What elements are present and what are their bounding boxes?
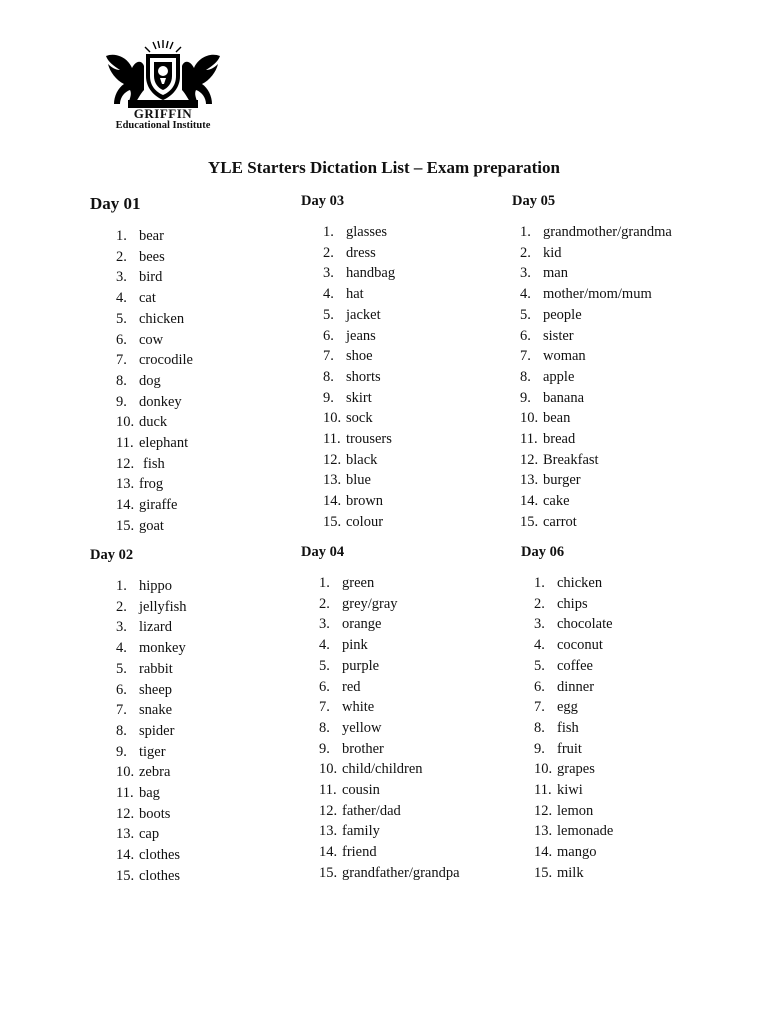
- item-word: snake: [139, 702, 173, 719]
- day-05-section: [512, 193, 742, 533]
- item-number: 1.: [323, 224, 334, 240]
- item-word: kiwi: [557, 782, 583, 798]
- item-word: apple: [543, 368, 575, 385]
- item-number: 11.: [319, 782, 337, 798]
- item-number: 6.: [520, 327, 531, 344]
- item-word: frog: [139, 476, 164, 493]
- griffin-crest-icon: [98, 38, 228, 108]
- item-number: 15.: [116, 867, 135, 884]
- item-number: 14.: [534, 844, 553, 861]
- item-word: dress: [346, 244, 376, 261]
- item-word: black: [346, 451, 378, 468]
- item-number: 4.: [520, 286, 531, 303]
- item-number: 2.: [319, 595, 330, 612]
- item-number: 10.: [534, 761, 553, 778]
- item-number: 10.: [323, 410, 342, 427]
- item-number: 15.: [520, 513, 539, 530]
- item-word: green: [342, 575, 375, 591]
- item-number: 1.: [534, 575, 545, 591]
- item-number: 13.: [520, 472, 539, 489]
- item-word: duck: [139, 414, 168, 431]
- item-word: skirt: [346, 389, 372, 406]
- logo: [98, 38, 228, 134]
- day-heading: Day 06: [521, 544, 565, 560]
- item-word: rabbit: [139, 660, 173, 677]
- logo-brand: GRIFFIN: [133, 106, 193, 121]
- item-number: 1.: [319, 575, 330, 591]
- item-number: 15.: [323, 513, 342, 530]
- item-number: 1.: [116, 228, 127, 244]
- item-number: 1.: [116, 578, 127, 594]
- item-number: 13.: [319, 823, 338, 840]
- item-word: jellyfish: [139, 598, 187, 615]
- item-word: cow: [139, 331, 164, 348]
- item-number: 11.: [534, 782, 552, 798]
- item-number: 13.: [534, 823, 553, 840]
- item-word: zebra: [139, 764, 171, 781]
- item-number: 4.: [323, 286, 334, 303]
- item-number: 6.: [116, 681, 127, 698]
- item-word: cat: [139, 290, 156, 307]
- item-number: 5.: [319, 657, 330, 674]
- item-word: grapes: [557, 761, 595, 778]
- item-word: colour: [346, 513, 384, 530]
- day-heading: Day 04: [301, 544, 345, 560]
- item-word: monkey: [139, 640, 186, 657]
- day-heading: Day 01: [90, 194, 141, 213]
- item-word: goat: [139, 517, 164, 534]
- item-word: bread: [543, 431, 576, 447]
- item-word: sock: [346, 410, 373, 427]
- item-word: man: [543, 265, 568, 282]
- item-word: sheep: [139, 681, 173, 698]
- item-number: 8.: [323, 368, 334, 385]
- day-01-section: [90, 194, 290, 534]
- item-word: shorts: [346, 368, 381, 385]
- item-word: dog: [139, 372, 161, 389]
- item-number: 9.: [116, 393, 127, 410]
- item-number: 3.: [534, 616, 545, 633]
- day-heading: Day 05: [512, 193, 556, 209]
- item-word: jeans: [346, 327, 376, 344]
- item-number: 2.: [116, 598, 127, 615]
- item-number: 4.: [534, 637, 545, 654]
- item-word: grandmother/grandma: [543, 224, 672, 240]
- item-number: 15.: [534, 864, 553, 881]
- item-number: 3.: [116, 619, 127, 636]
- item-word: red: [342, 678, 361, 695]
- item-number: 15.: [319, 864, 338, 881]
- day-02-section: [90, 547, 290, 887]
- item-number: 8.: [116, 722, 127, 739]
- item-number: 3.: [116, 269, 127, 286]
- item-number: 1.: [520, 224, 531, 240]
- item-number: 12.: [116, 805, 135, 822]
- item-word: boots: [139, 805, 171, 822]
- item-word: bear: [139, 228, 164, 244]
- item-word: grey/gray: [342, 595, 398, 612]
- item-word: crocodile: [139, 352, 193, 369]
- item-word: chocolate: [557, 616, 613, 633]
- item-number: 10.: [116, 764, 135, 781]
- item-number: 5.: [116, 310, 127, 327]
- item-word: lizard: [139, 619, 173, 636]
- item-number: 6.: [323, 327, 334, 344]
- item-number: 13.: [116, 826, 135, 843]
- item-word: trousers: [346, 431, 392, 447]
- item-word: people: [543, 306, 582, 323]
- item-number: 13.: [323, 472, 342, 489]
- day-06-section: [521, 544, 741, 884]
- item-number: 4.: [116, 640, 127, 657]
- item-word: friend: [342, 844, 377, 861]
- item-word: banana: [543, 389, 585, 406]
- item-word: donkey: [139, 393, 182, 410]
- item-word: bean: [543, 410, 571, 427]
- item-word: milk: [557, 864, 584, 881]
- item-word: coconut: [557, 637, 603, 654]
- item-word: brown: [346, 493, 384, 510]
- item-number: 3.: [520, 265, 531, 282]
- item-word: grandfather/grandpa: [342, 864, 460, 881]
- item-number: 11.: [116, 785, 134, 801]
- item-number: 3.: [319, 616, 330, 633]
- item-number: 2.: [534, 595, 545, 612]
- item-number: 7.: [520, 348, 531, 365]
- item-word: Breakfast: [543, 451, 599, 468]
- item-word: spider: [139, 722, 175, 739]
- item-word: carrot: [543, 513, 577, 530]
- item-number: 2.: [116, 248, 127, 265]
- item-word: dinner: [557, 678, 595, 695]
- item-number: 4.: [319, 637, 330, 654]
- item-word: white: [342, 699, 375, 716]
- day-04-section: [301, 544, 501, 884]
- item-number: 14.: [116, 847, 135, 864]
- item-word: purple: [342, 657, 380, 674]
- item-number: 5.: [520, 306, 531, 323]
- item-word: mother/mom/mum: [543, 286, 652, 303]
- item-word: bird: [139, 269, 163, 286]
- item-number: 14.: [319, 844, 338, 861]
- item-word: handbag: [346, 265, 396, 282]
- item-number: 4.: [116, 290, 127, 307]
- item-number: 9.: [534, 740, 545, 757]
- item-number: 14.: [116, 497, 135, 514]
- item-word: woman: [543, 348, 586, 365]
- item-number: 6.: [116, 331, 127, 348]
- item-number: 9.: [319, 740, 330, 757]
- item-number: 11.: [520, 431, 538, 447]
- item-word: hat: [346, 286, 364, 303]
- day-heading: Day 03: [301, 193, 345, 209]
- item-word: orange: [342, 616, 382, 633]
- item-number: 12.: [534, 802, 553, 819]
- item-word: child/children: [342, 761, 423, 778]
- item-word: chips: [557, 595, 588, 612]
- item-number: 8.: [319, 719, 330, 736]
- item-word: blue: [346, 472, 371, 489]
- item-number: 7.: [534, 699, 545, 716]
- item-word: clothes: [139, 867, 181, 884]
- item-word: cap: [139, 826, 160, 843]
- item-number: 2.: [323, 244, 334, 261]
- item-number: 12.: [116, 455, 135, 472]
- item-word: pink: [342, 637, 368, 654]
- item-number: 12.: [319, 802, 338, 819]
- item-word: fish: [557, 719, 579, 736]
- item-number: 14.: [520, 493, 539, 510]
- item-number: 11.: [116, 435, 134, 451]
- item-number: 8.: [520, 368, 531, 385]
- item-number: 9.: [323, 389, 334, 406]
- item-word: chicken: [139, 310, 185, 327]
- item-word: egg: [557, 699, 578, 716]
- day-03-section: [301, 193, 501, 533]
- item-word: cousin: [342, 782, 380, 798]
- item-number: 9.: [116, 743, 127, 760]
- item-number: 11.: [323, 431, 341, 447]
- item-number: 2.: [520, 244, 531, 261]
- item-number: 5.: [323, 306, 334, 323]
- item-word: elephant: [139, 435, 189, 451]
- item-number: 8.: [116, 372, 127, 389]
- item-word: fish: [143, 455, 165, 472]
- item-word: chicken: [557, 575, 603, 591]
- item-word: hippo: [139, 578, 173, 594]
- item-word: mango: [557, 844, 597, 861]
- item-number: 7.: [116, 352, 127, 369]
- item-number: 5.: [116, 660, 127, 677]
- item-word: family: [342, 823, 380, 840]
- item-word: sister: [543, 327, 574, 344]
- item-word: glasses: [346, 224, 388, 240]
- item-word: father/dad: [342, 802, 401, 819]
- page-title: YLE Starters Dictation List – Exam preparation: [208, 158, 560, 177]
- item-word: clothes: [139, 847, 181, 864]
- item-number: 10.: [520, 410, 539, 427]
- item-number: 7.: [323, 348, 334, 365]
- item-number: 10.: [319, 761, 338, 778]
- item-number: 7.: [116, 702, 127, 719]
- item-word: giraffe: [139, 497, 178, 514]
- item-word: lemon: [557, 802, 594, 819]
- item-number: 3.: [323, 265, 334, 282]
- item-number: 5.: [534, 657, 545, 674]
- item-number: 12.: [520, 451, 539, 468]
- day-heading: Day 02: [90, 547, 134, 563]
- item-number: 13.: [116, 476, 135, 493]
- item-word: kid: [543, 244, 562, 261]
- item-number: 6.: [534, 678, 545, 695]
- item-number: 9.: [520, 389, 531, 406]
- item-word: yellow: [342, 719, 382, 736]
- item-number: 8.: [534, 719, 545, 736]
- item-number: 6.: [319, 678, 330, 695]
- item-number: 14.: [323, 493, 342, 510]
- item-word: bag: [139, 785, 160, 801]
- item-word: fruit: [557, 740, 582, 757]
- item-word: brother: [342, 740, 384, 757]
- item-word: shoe: [346, 348, 373, 365]
- item-word: cake: [543, 493, 570, 510]
- logo-tagline: Educational Institute: [115, 120, 211, 131]
- item-word: burger: [543, 472, 581, 489]
- item-word: lemonade: [557, 823, 614, 840]
- item-number: 12.: [323, 451, 342, 468]
- item-word: bees: [139, 248, 165, 265]
- item-word: coffee: [557, 657, 593, 674]
- item-number: 15.: [116, 517, 135, 534]
- item-word: jacket: [346, 306, 381, 323]
- item-word: tiger: [139, 743, 166, 760]
- item-number: 7.: [319, 699, 330, 716]
- item-number: 10.: [116, 414, 135, 431]
